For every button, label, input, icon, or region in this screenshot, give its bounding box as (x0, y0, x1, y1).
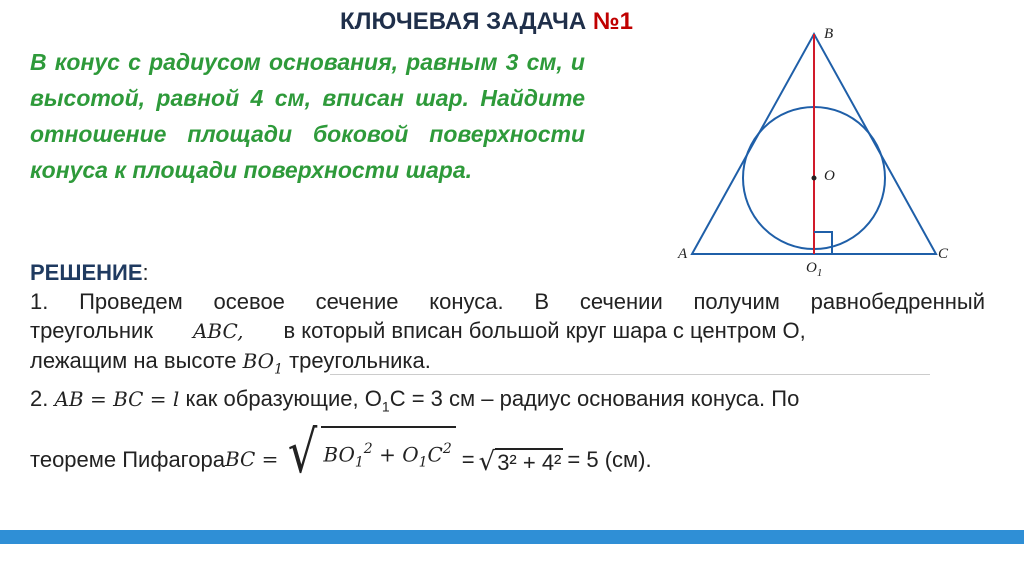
cone-section-figure (660, 18, 960, 278)
title-text: КЛЮЧЕВАЯ ЗАДАЧА (340, 8, 593, 35)
solution-heading: РЕШЕНИЕ (30, 260, 143, 285)
label-a: A (678, 246, 688, 262)
sqrt-expression-2: √ 3² + 4² (478, 446, 562, 477)
right-angle-mark (814, 232, 832, 254)
label-o: O (824, 168, 835, 184)
label-o1: $O_1$ (806, 260, 823, 278)
problem-statement: В конус с радиусом основания, равным 3 см, и высотой, равной 4 см, вписан шар. Найдите отношение площади боковой поверхности конуса к площади поверхности шара. (30, 49, 585, 183)
footer-bar (0, 530, 1024, 544)
divider-line (330, 374, 930, 375)
sqrt-expression-1: √ $BO_1^2 + O_1C^2$ (284, 426, 455, 478)
solution-heading-line: РЕШЕНИЕ: (30, 260, 149, 285)
step2-line-a: 2. AB = BC = l как образующие, $O_1C = 3$ см – радиус основания конуса. По (30, 386, 800, 415)
title-number: №1 (592, 8, 634, 35)
label-b: B (824, 26, 834, 42)
solution-block (30, 258, 985, 486)
step1-line-b: треугольник ABC, в который вписан большой круг шара с центром О, (30, 318, 806, 343)
step2-formula-line: теореме Пифагора BC = √ $BO_1^2 + O_1C^2$ = √ 3² + 4² = 5 (см). (30, 417, 652, 486)
step1-line-c: лежащим на высоте $BO_1$ треугольника. (30, 348, 431, 378)
label-c: C (938, 246, 949, 262)
center-point-o (812, 176, 817, 181)
slide-title (340, 8, 633, 36)
footer-blank (0, 544, 1024, 574)
step1-line-a: 1. Проведем осевое сечение конуса. В сечении получим равнобедренный (30, 289, 985, 314)
